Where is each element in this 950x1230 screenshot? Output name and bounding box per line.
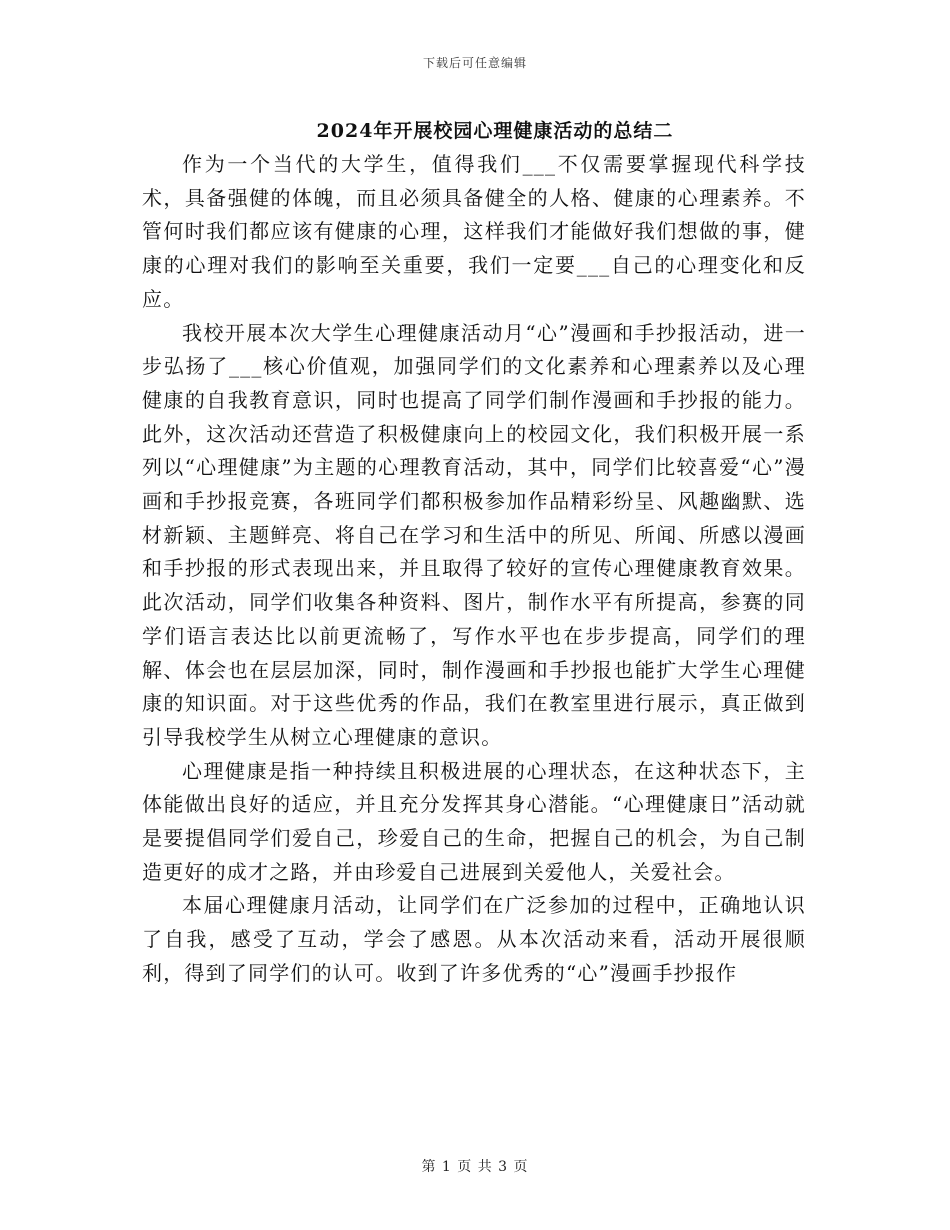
paragraph: 本届心理健康月活动，让同学们在广泛参加的过程中，正确地认识了自我，感受了互动，学会了感恩。从本次活动来看，活动开展很顺利，得到了同学们的认可。收到了许多优秀的“心”漫画手抄报作 (142, 893, 806, 985)
paragraph: 作为一个当代的大学生，值得我们___不仅需要掌握现代科学技术，具备强健的体魄，而且必须具备健全的人格、健康的心理素养。不管何时我们都应该有健康的心理，这样我们才能做好我们想做的事，健康的心理对我们的影响至关重要，我们一定要___自己的心理变化和反应。 (142, 152, 806, 311)
document-body (142, 148, 806, 991)
paragraph: 心理健康是指一种持续且积极进展的心理状态，在这种状态下，主体能做出良好的适应，并且充分发挥其身心潜能。“心理健康日”活动就是要提倡同学们爱自己，珍爱自己的生命，把握自己的机会，为自己制造更好的成才之路，并由珍爱自己进展到关爱他人，关爱社会。 (142, 758, 806, 884)
header-note: 下载后可任意编辑 (422, 56, 527, 70)
paragraph: 我校开展本次大学生心理健康活动月“心”漫画和手抄报活动，进一步弘扬了___核心价值观，加强同学们的文化素养和心理素养以及心理健康的自我教育意识，同时也提高了同学们制作漫画和手抄报的能力。此外，这次活动还营造了积极健康向上的校园文化，我们积极开展一系列以“心理健康”为主题的心理教育活动，其中，同学们比较喜爱“心”漫画和手抄报竞赛，各班同学们都积极参加作品精彩纷呈、风趣幽默、选材新颖、主题鲜亮、将自己在学习和生活中的所见、所闻、所感以漫画和手抄报的形式表现出来，并且取得了较好的宣传心理健康教育效果。此次活动，同学们收集各种资料、图片，制作水平有所提高，参赛的同学们语言表达比以前更流畅了，写作水平也在步步提高，同学们的理解、体会也在层层加深，同时，制作漫画和手抄报也能扩大学生心理健康的知识面。对于这些优秀的作品，我们在教室里进行展示，真正做到引导我校学生从树立心理健康的意识。 (142, 320, 806, 749)
document-title: 2024年开展校园心理健康活动的总结二 (316, 120, 674, 142)
page-number: 第 1 页 共 3 页 (421, 1159, 529, 1175)
